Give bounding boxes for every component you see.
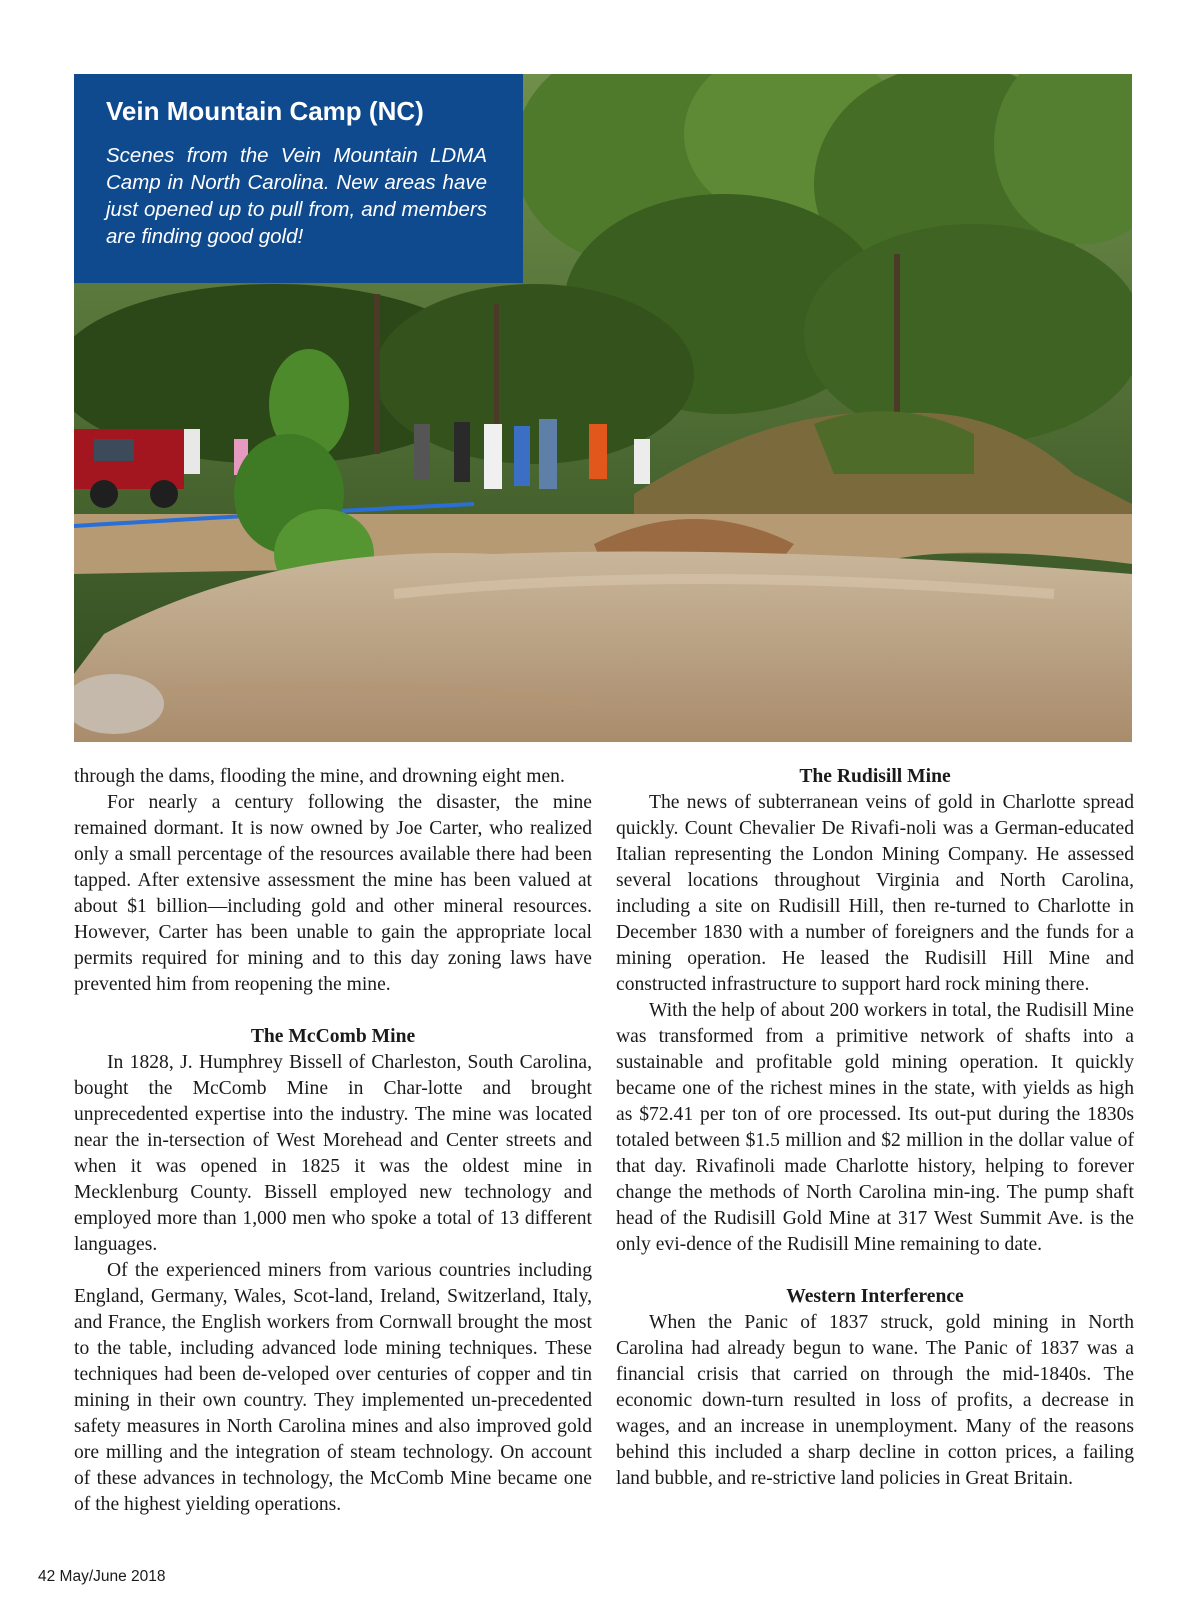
paragraph: When the Panic of 1837 struck, gold mining in North Carolina had already begun to wane. The Panic of 1837 was a financial crisis that carried on through the mid-1840s. The economic down-turn resulted in loss of profits, a decrease in wages, and an increase in unemployment. Many of the reasons behind this included a sharp decline in cotton prices, a failing land bubble, and re-strictive land policies in Great Britain. [616, 1312, 1134, 1489]
left-text-column [74, 764, 592, 1518]
caption-title: Vein Mountain Camp (NC) [106, 96, 424, 126]
paragraph: With the help of about 200 workers in total, the Rudisill Mine was transformed from a primitive network of shafts into a sustainable and profitable gold mining operation. It quickly became one of the richest mines in the state, with yields as high as $72.41 per ton of ore processed. Its out-put during the 1830s totaled between $1.5 million and $2 million in the dollar value of that day. Rivafinoli made Charlotte history, helping to forever change the methods of North Carolina min-ing. The pump shaft head of the Rudisill Gold Mine at 317 West Summit Ave. is the only evi-dence of the Rudisill Mine remaining to date. [616, 1000, 1134, 1255]
paragraph: The news of subterranean veins of gold in Charlotte spread quickly. Count Chevalier De Rivafi-noli was a German-educated Italian representing the London Mining Company. He assessed several locations throughout Virginia and North Carolina, including a site on Rudisill Hill, then re-turned to Charlotte in December 1830 with a number of foreigners and the funds for a mining operation. He leased the Rudisill Hill Mine and constructed infrastructure to support hard rock mining there. [616, 792, 1134, 995]
paragraph: Of the experienced miners from various countries including England, Germany, Wales, Scot-land, Ireland, Switzerland, Italy, and France, the English workers from Cornwall brought the most to the table, including advanced lode mining techniques. These techniques had been de-veloped over centuries of copper and tin mining in their own country. They implemented un-precedented safety measures in North Carolina mines and also improved gold ore milling and the integration of steam technology. On account of these advances in technology, the McComb Mine became one of the highest yielding operations. [74, 1260, 592, 1515]
paragraph: In 1828, J. Humphrey Bissell of Charleston, South Carolina, bought the McComb Mine in Char-lotte and brought unprecedented expertise into the industry. The mine was located near the in-tersection of West Morehead and Center streets and when it was opened in 1825 it was the oldest mine in Mecklenburg County. Bissell employed new technology and employed more than 1,000 men who spoke a total of 13 different languages. [74, 1052, 592, 1255]
caption-text: Scenes from the Vein Mountain LDMA Camp in North Carolina. New areas have just opened up to pull from, and members are finding good gold! [106, 144, 487, 248]
section-heading-mccomb: The McComb Mine [250, 1026, 416, 1047]
page-folio: 42 May/June 2018 [38, 1568, 166, 1585]
photo-caption-box [74, 74, 523, 283]
paragraph: through the dams, flooding the mine, and drowning eight men. [74, 766, 565, 787]
paragraph: For nearly a century following the disaster, the mine remained dormant. It is now owned by Joe Carter, who realized only a small percentage of the resources available there had been tapped. After extensive assessment the mine has been valued at about $1 billion—including gold and other mineral resources. However, Carter has been unable to gain the appropriate local permits required for mining and to this day zoning laws have prevented him from reopening the mine. [74, 792, 592, 995]
section-heading-rudisill: The Rudisill Mine [799, 766, 951, 787]
right-text-column [616, 764, 1134, 1492]
section-heading-western: Western Interference [786, 1286, 964, 1307]
